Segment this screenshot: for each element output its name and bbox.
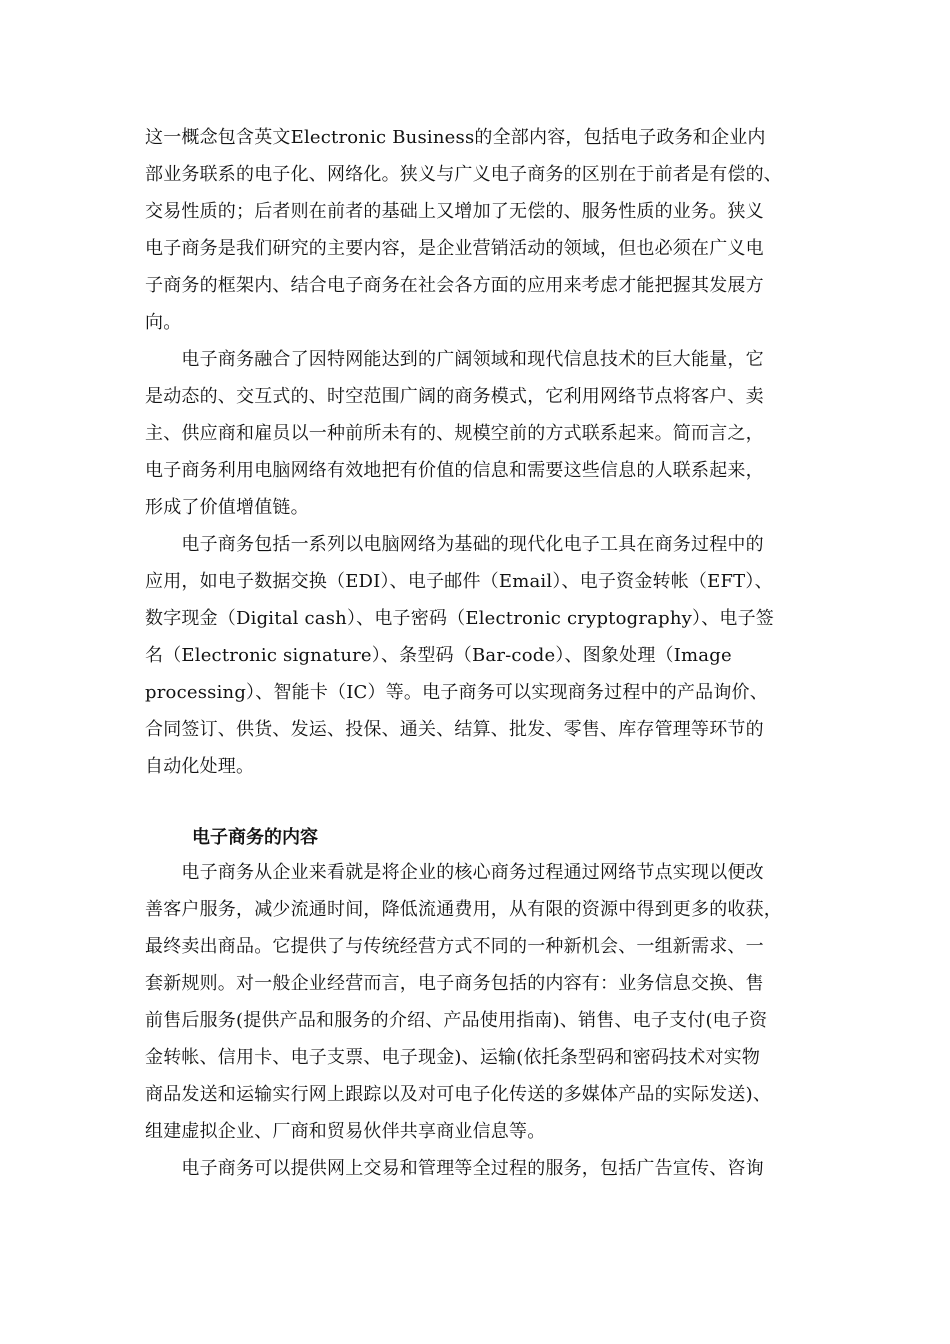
body-text-line: 电子商务融合了因特网能达到的广阔领域和现代信息技术的巨大能量，它 [145,349,764,370]
body-text-line: 善客户服务，减少流通时间，降低流通费用，从有限的资源中得到更多的收获， [145,899,782,920]
body-text-line: 商品发送和运输实行网上跟踪以及对可电子化传送的多媒体产品的实际发送)、 [145,1084,772,1105]
body-text-line: 这一概念包含英文Electronic Business的全部内容，包括电子政务和企业内 [145,127,766,148]
body-text-line: 应用，如电子数据交换（EDI）、电子邮件（Email）、电子资金转帐（EFT）、 [145,571,773,592]
section-heading: 电子商务的内容 [192,827,318,848]
body-text-line: 电子商务利用电脑网络有效地把有价值的信息和需要这些信息的人联系起来， [145,460,764,481]
body-text-line: 名（Electronic signature）、条型码（Bar-code）、图象处理（Image [145,645,732,666]
body-text-line: 形成了价值增值链。 [145,497,309,518]
body-text-line: 是动态的、交互式的、时空范围广阔的商务模式，它利用网络节点将客户、卖 [145,386,764,407]
body-text-line: 前售后服务(提供产品和服务的介绍、产品使用指南)、销售、电子支付(电子资 [145,1010,768,1031]
body-text-line: 最终卖出商品。它提供了与传统经营方式不同的一种新机会、一组新需求、一 [145,936,764,957]
body-text-line: processing）、智能卡（IC）等。电子商务可以实现商务过程中的产品询价、 [145,682,768,703]
body-text-line: 自动化处理。 [145,756,255,777]
body-text-line: 电子商务包括一系列以电脑网络为基础的现代化电子工具在商务过程中的 [145,534,764,555]
body-text-line: 电子商务是我们研究的主要内容，是企业营销活动的领域，但也必须在广义电 [145,238,764,259]
body-text-line: 主、供应商和雇员以一种前所未有的、规模空前的方式联系起来。简而言之， [145,423,764,444]
body-text-line: 合同签订、供货、发运、投保、通关、结算、批发、零售、库存管理等环节的 [145,719,764,740]
body-text-line: 部业务联系的电子化、网络化。狭义与广义电子商务的区别在于前者是有偿的、 [145,164,782,185]
body-text-line: 交易性质的；后者则在前者的基础上又增加了无偿的、服务性质的业务。狭义 [145,201,764,222]
body-text-line: 电子商务从企业来看就是将企业的核心商务过程通过网络节点实现以便改 [145,862,764,883]
body-text-line: 向。 [145,312,182,333]
body-text-line: 子商务的框架内、结合电子商务在社会各方面的应用来考虑才能把握其发展方 [145,275,764,296]
body-text-line: 组建虚拟企业、厂商和贸易伙伴共享商业信息等。 [145,1121,546,1142]
body-text-line: 套新规则。对一般企业经营而言，电子商务包括的内容有：业务信息交换、售 [145,973,764,994]
body-text-line: 电子商务可以提供网上交易和管理等全过程的服务，包括广告宣传、咨询 [145,1158,764,1179]
body-text-line: 数字现金（Digital cash）、电子密码（Electronic cryptography）、电子签 [145,608,774,629]
body-text-line: 金转帐、信用卡、电子支票、电子现金)、运输(依托条型码和密码技术对实物 [145,1047,761,1068]
